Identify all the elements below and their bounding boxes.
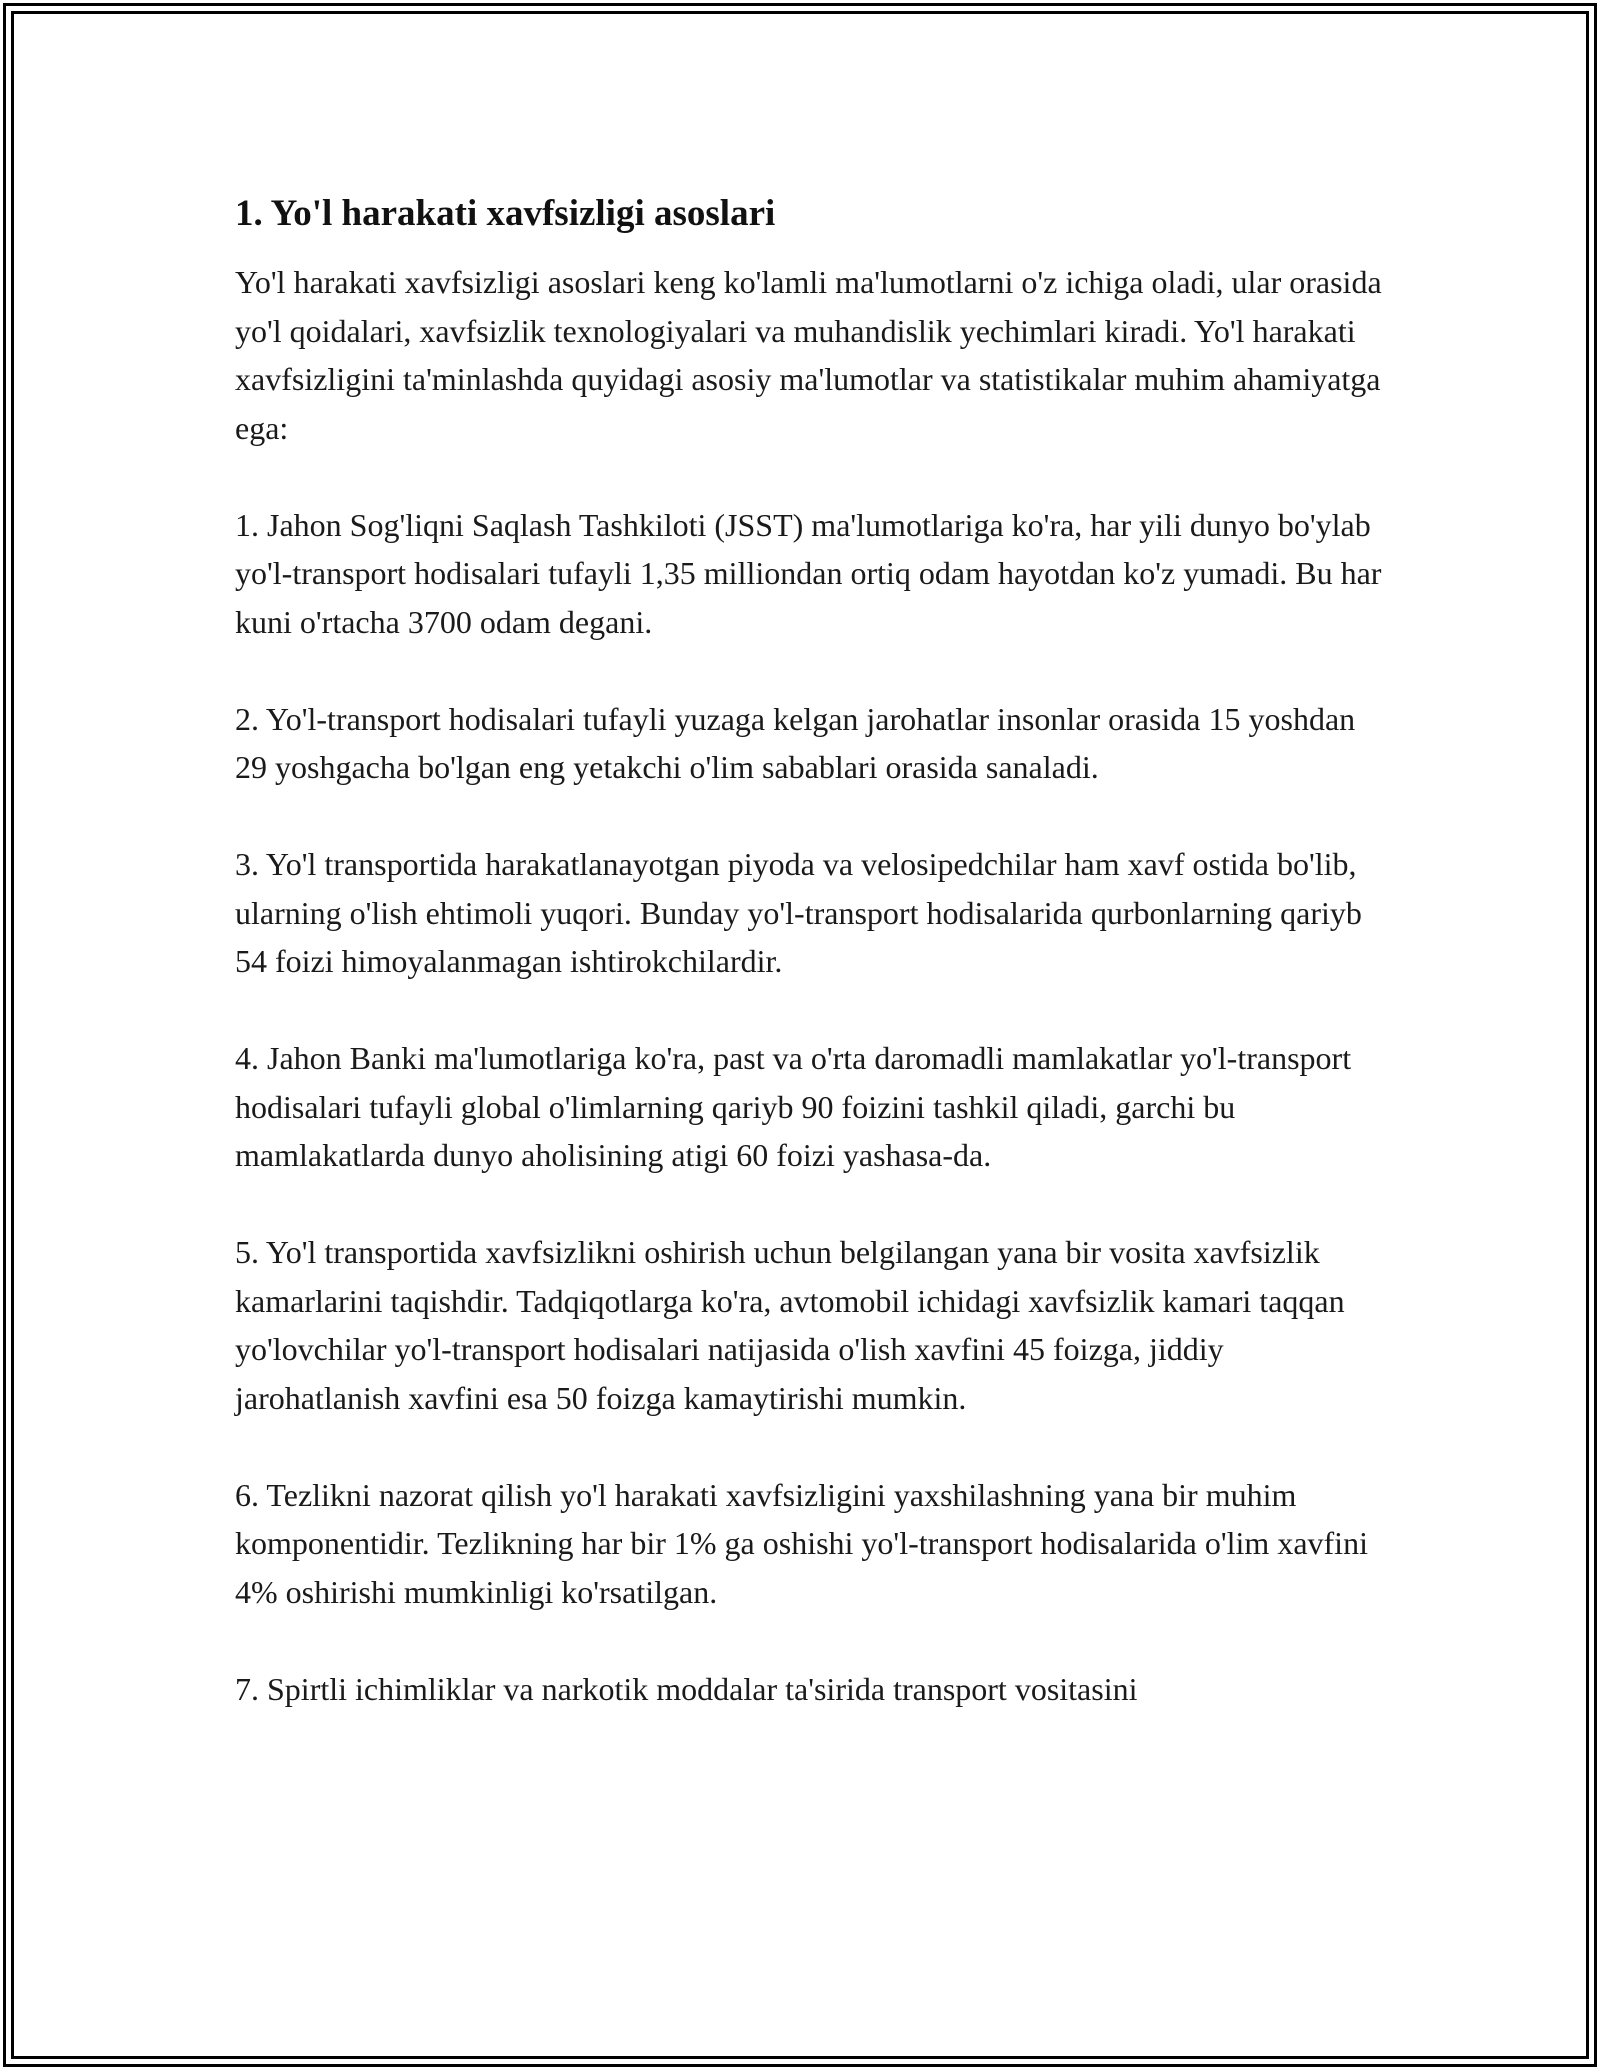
section-title: 1. Yo'l harakati xavfsizligi asoslari	[235, 193, 776, 234]
list-item-4: 4. Jahon Banki ma'lumotlariga ko'ra, past va o'rta daromadli mamlakatlar yo'l-transport hodisalari tufayli global o'limlarning qariyb 90 foizini tashkil qiladi, garchi bu mamlakatlarda dunyo aholisining atigi 60 foizi yashasa-da.	[235, 1040, 1352, 1173]
intro-paragraph: Yo'l harakati xavfsizligi asoslari keng ko'lamli ma'lumotlarni o'z ichiga oladi, ular orasida yo'l qoidalari, xavfsizlik texnologiyalari va muhandislik yechimlari kiradi. Yo'l harakati xavfsizligini ta'minlashda quyidagi asosiy ma'lumotlar va statistikalar muhim ahamiyatga ega:	[235, 264, 1382, 446]
list-item-3: 3. Yo'l transportida harakatlanayotgan piyoda va velosipedchilar ham xavf ostida bo'lib, ularning o'lish ehtimoli yuqori. Bunday yo'l-transport hodisalarida qurbonlarning qariyb 54 foizi himoyalanmagan ishtirokchilardir.	[235, 846, 1362, 979]
document-body	[235, 190, 1385, 1713]
list-item-7: 7. Spirtli ichimliklar va narkotik moddalar ta'sirida transport vositasini	[235, 1670, 1138, 1707]
list-item-1: 1. Jahon Sog'liqni Saqlash Tashkiloti (JSST) ma'lumotlariga ko'ra, har yili dunyo bo'ylab yo'l-transport hodisalari tufayli 1,35 milliondan ortiq odam hayotdan ko'z yumadi. Bu har kuni o'rtacha 3700 odam degani.	[235, 506, 1382, 640]
list-item-6: 6. Tezlikni nazorat qilish yo'l harakati xavfsizligini yaxshilashning yana bir muhim komponentidir. Tezlikning har bir 1% ga oshishi yo'l-transport hodisalarida o'lim xavfini 4% oshirishi mumkinligi ko'rsatilgan.	[235, 1476, 1368, 1610]
list-item-5: 5. Yo'l transportida xavfsizlikni oshirish uchun belgilangan yana bir vosita xavfsizlik kamarlarini taqishdir. Tadqiqotlarga ko'ra, avtomobil ichidagi xavfsizlik kamari taqqan yo'lovchilar yo'l-transport hodisalari natijasida o'lish xavfini 45 foizga, jiddiy jarohatlanish xavfini esa 50 foizga kamaytirishi mumkin.	[235, 1234, 1345, 1416]
list-item-2: 2. Yo'l-transport hodisalari tufayli yuzaga kelgan jarohatlar insonlar orasida 15 yoshdan 29 yoshgacha bo'lgan eng yetakchi o'lim sabablari orasida sanaladi.	[235, 700, 1356, 785]
